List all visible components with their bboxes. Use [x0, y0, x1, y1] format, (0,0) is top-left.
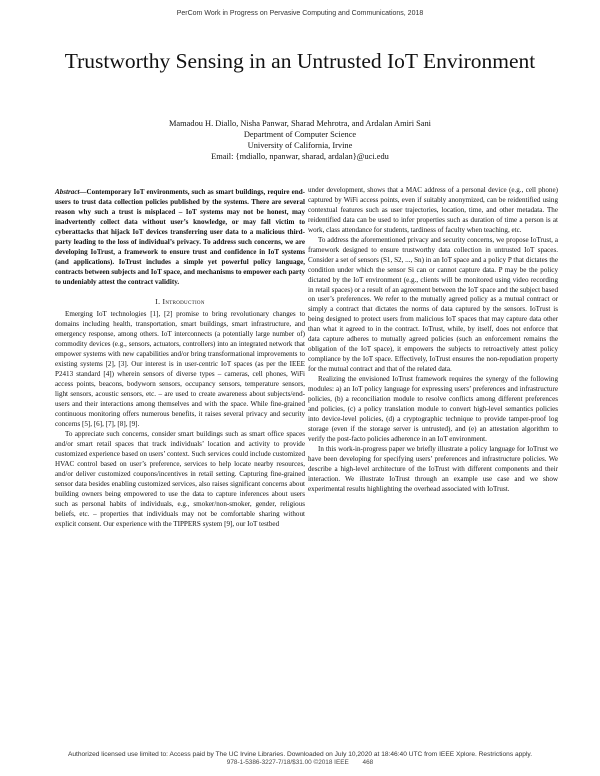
- right-column: [308, 186, 558, 495]
- page-footer: [0, 759, 600, 766]
- paragraph: Emerging IoT technologies [1], [2] promise to bring revolutionary changes to domains including health, transportation, smart buildings, smart infrastructure, and emergency response, among others. IoT interconnects (a potentially large number of) commodity devices (e.g., sensors, actuators, controllers) into an integrated network that empower systems with new capabilities and/or bring transformational improvements to existing systems [2], [3]. Our interest is in user-centric IoT spaces (as per the IEEE P2413 standard [4]) wherein sensors of diverse types – cameras, cell phones, WiFi access points, beacons, bodyworn sensors, occupancy sensors, temperature sensors, light sensors, acoustic sensors, etc. – are used to create awareness about subjects/end-users and their interactions among themselves and with the space. While fine-grained continuous monitoring offers numerous benefits, it raises several privacy and security concerns [5], [6], [7], [8], [9].: [55, 310, 305, 428]
- section-heading-introduction: I. Introduction: [155, 296, 205, 306]
- running-header: PerCom Work in Progress on Pervasive Computing and Communications, 2018: [176, 10, 424, 17]
- abstract-text: Contemporary IoT environments, such as smart buildings, require end-users to trust data collection policies published by the systems. There are several reason why such a trust is misplaced – IoT systems may not be honest, may inadvertently collect data without user’s knowledge, or may fall victim to cyberattacks that hijack IoT devices transferring user data to a malicious third-party leading to the loss of individual’s privacy. To address such concerns, we are developing IoTrust, a framework to ensure trust and confidence in IoT systems (and applications). IoTrust includes a simple yet powerful policy language, contracts between subjects and IoT space, and mechanisms to empower each party to undeniably attest the contract validity.: [55, 188, 305, 286]
- abstract-lead: Abstract—: [55, 188, 87, 196]
- download-notice: Authorized licensed use limited to: Access paid by The UC Irvine Libraries. Downloaded on July 10,2020 at 18:46:40 UTC from IEEE Xplore. Restrictions apply.: [67, 751, 533, 758]
- paragraph: To appreciate such concerns, consider smart buildings such as smart office spaces and/or smart retail spaces that track individuals’ location and activity to provide customized experience based on users’ context. Such services could include customized HVAC control based on user’s preference, services to help locate nearby resources, and/or deliver customized coupons/incentives in retail setting. Capturing fine-grained sensor data besides enabling customized services, also raises significant concerns about building owners being empowered to use the data to capture inferences about users such as personal habits of individuals, e.g., smoker/non-smoker, gender, religious beliefs, etc. – properties that individuals may not be comfortable sharing without explicit consent. Our experience with the TIPPERS system [9], our IoT testbed: [55, 429, 305, 528]
- paragraph: To address the aforementioned privacy and security concerns, we propose IoTrust, a framework designed to ensure trustworthy data collection in untrusted IoT spaces. Consider a set of sensors (S1, S2, ..., Sn) in an IoT space and a policy P that dictates the condition under which the sensor Si can or cannot capture data. P may be the policy dictated by the IoT environment (e.g., clients will be monitored using video recording in retail spaces) or a result of an agreement between the IoT space and the subject based on user’s preferences. We refer to the mutually agreed policy as a mutual contract or simply a contract that dictates the norms of data captured by the sensors. IoTrust is being designed to protect users from malicious IoT spaces that may capture data other than what it agreed to in the contract. IoTrust, while, by itself, does not enforce that data capture adheres to mutually agreed policies (such an enforcement remains the obligation of the IoT space), it empowers the subjects to retroactively attest policy compliance by the IoT space. Effectively, IoTrust ensures the non-repudiation property for the mutual contract and that of the related data.: [308, 235, 558, 374]
- paper-title: Trustworthy Sensing in an Untrusted IoT Environment: [64, 49, 536, 73]
- left-column: [55, 188, 305, 529]
- paragraph: In this work-in-progress paper we briefly illustrate a policy language for IoTrust we have been developing for specifying users’ preferences and infrastructure policies. We describe a high-level architecture of the IoTrust with different components and their interaction. We illustrate IoTrust through an example use case and we show experimental results highlighting the overhead associated with IoTrust.: [308, 444, 558, 493]
- paragraph: Realizing the envisioned IoTrust framework requires the synergy of the following modules: a) an IoT policy language for expressing users’ preferences and infrastructure policies, (b) a reconciliation module to resolve conflicts among different preferences and policies, (c) a policy translation module to convert high-level semantics policies into device-level policies, (d) a cryptographic technique to provide tamper-proof log storage (even if the storage server is untrusted), and (e) an attestation algorithm to verify the post-facto policies adherence in an IoT environment.: [308, 375, 558, 443]
- paragraph: under development, shows that a MAC address of a personal device (e.g., cell phone) captured by WiFi access points, even if suitably anonymized, can be reidentified using contextual features such as user trajectories, location, time, and other metadata. The reidentified data can be used to infer properties such as duration of time a person is at work, class attendance for students, tardiness of faculty when teaching, etc.: [308, 186, 558, 234]
- author-names: Mamadou H. Diallo, Nisha Panwar, Sharad Mehrotra, and Ardalan Amiri Sani: [168, 119, 432, 128]
- author-department: Department of Computer Science: [243, 130, 357, 139]
- author-block: [40, 118, 560, 162]
- author-university: University of California, Irvine: [247, 141, 353, 150]
- footer-copyright: 978-1-5386-3227-7/18/$31.00 ©2018 IEEE: [226, 759, 349, 766]
- page-number: 468: [362, 759, 374, 766]
- author-email: Email: {mdiallo, npanwar, sharad, ardalan}@uci.edu: [211, 152, 389, 161]
- abstract: [55, 188, 305, 288]
